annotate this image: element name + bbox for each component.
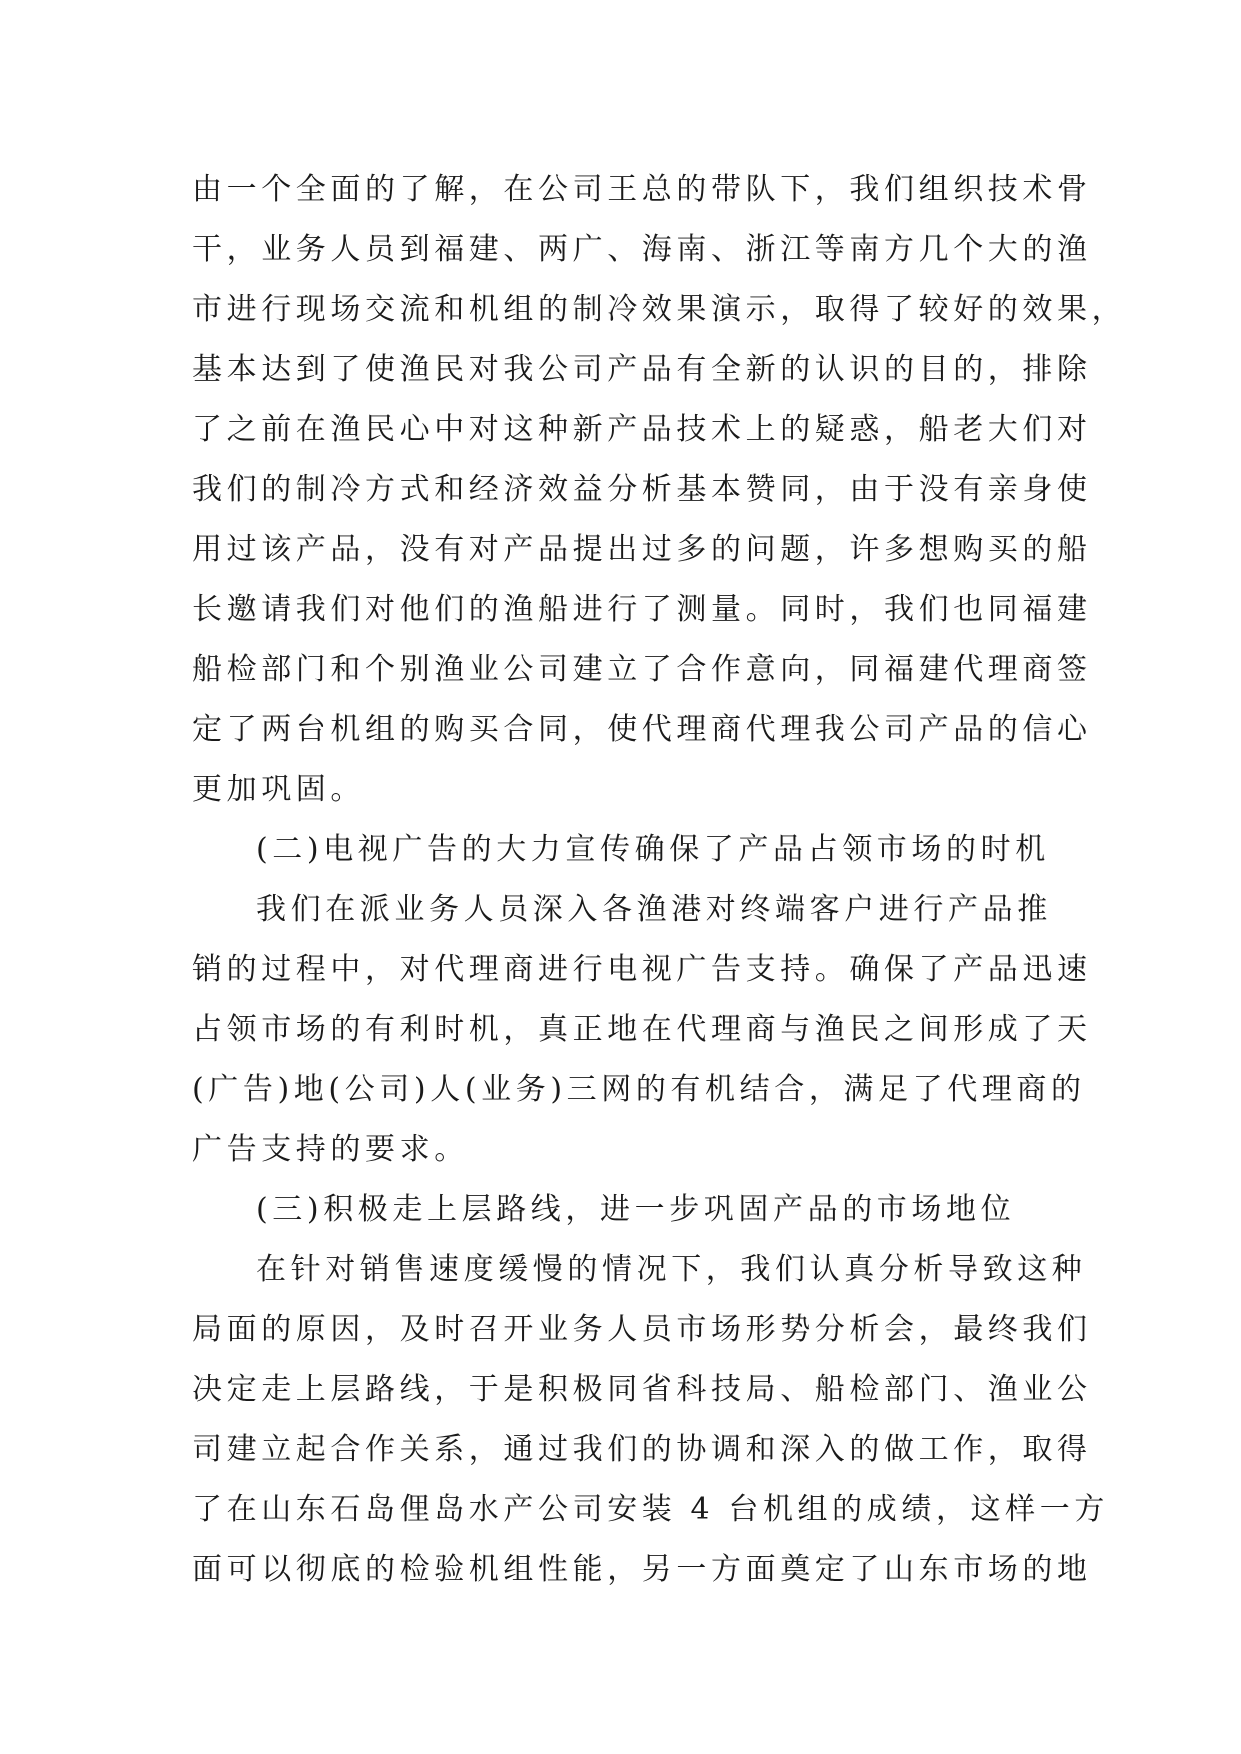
body-line: 了之前在渔民心中对这种新产品技术上的疑惑，船老大们对 xyxy=(192,412,1092,447)
body-line: 面可以彻底的检验机组性能，另一方面奠定了山东市场的地 xyxy=(192,1552,1092,1587)
body-line: 占领市场的有利时机，真正地在代理商与渔民之间形成了天 xyxy=(192,1012,1092,1047)
body-line: 市进行现场交流和机组的制冷效果演示，取得了较好的效果， xyxy=(192,292,1127,327)
body-line: 销的过程中，对代理商进行电视广告支持。确保了产品迅速 xyxy=(192,952,1092,987)
paragraph-first-line: 我们在派业务人员深入各渔港对终端客户进行产品推 xyxy=(256,892,1052,927)
body-line: 由一个全面的了解，在公司王总的带队下，我们组织技术骨 xyxy=(192,172,1092,207)
section-heading: (二)电视广告的大力宣传确保了产品占领市场的时机 xyxy=(256,832,1050,867)
body-line: 更加巩固。 xyxy=(192,772,365,807)
section-heading: (三)积极走上层路线，进一步巩固产品的市场地位 xyxy=(256,1192,1016,1227)
body-line: 决定走上层路线，于是积极同省科技局、船检部门、渔业公 xyxy=(192,1372,1092,1407)
body-line: 长邀请我们对他们的渔船进行了测量。同时，我们也同福建 xyxy=(192,592,1092,627)
paragraph-first-line: 在针对销售速度缓慢的情况下，我们认真分析导致这种 xyxy=(256,1252,1087,1287)
body-line: 局面的原因，及时召开业务人员市场形势分析会，最终我们 xyxy=(192,1312,1092,1347)
body-line: 基本达到了使渔民对我公司产品有全新的认识的目的，排除 xyxy=(192,352,1092,387)
document-body xyxy=(192,160,1127,1600)
body-line: 我们的制冷方式和经济效益分析基本赞同，由于没有亲身使 xyxy=(192,472,1092,507)
body-line: 干，业务人员到福建、两广、海南、浙江等南方几个大的渔 xyxy=(192,232,1092,267)
body-line: 用过该产品，没有对产品提出过多的问题，许多想购买的船 xyxy=(192,532,1092,567)
body-line: (广告)地(公司)人(业务)三网的有机结合，满足了代理商的 xyxy=(192,1072,1086,1107)
body-line: 定了两台机组的购买合同，使代理商代理我公司产品的信心 xyxy=(192,712,1092,747)
body-line: 船检部门和个别渔业公司建立了合作意向，同福建代理商签 xyxy=(192,652,1092,687)
body-line: 广告支持的要求。 xyxy=(192,1132,469,1167)
body-line: 司建立起合作关系，通过我们的协调和深入的做工作，取得 xyxy=(192,1432,1092,1467)
body-line: 了在山东石岛俚岛水产公司安装 4 台机组的成绩，这样一方 xyxy=(192,1492,1109,1527)
